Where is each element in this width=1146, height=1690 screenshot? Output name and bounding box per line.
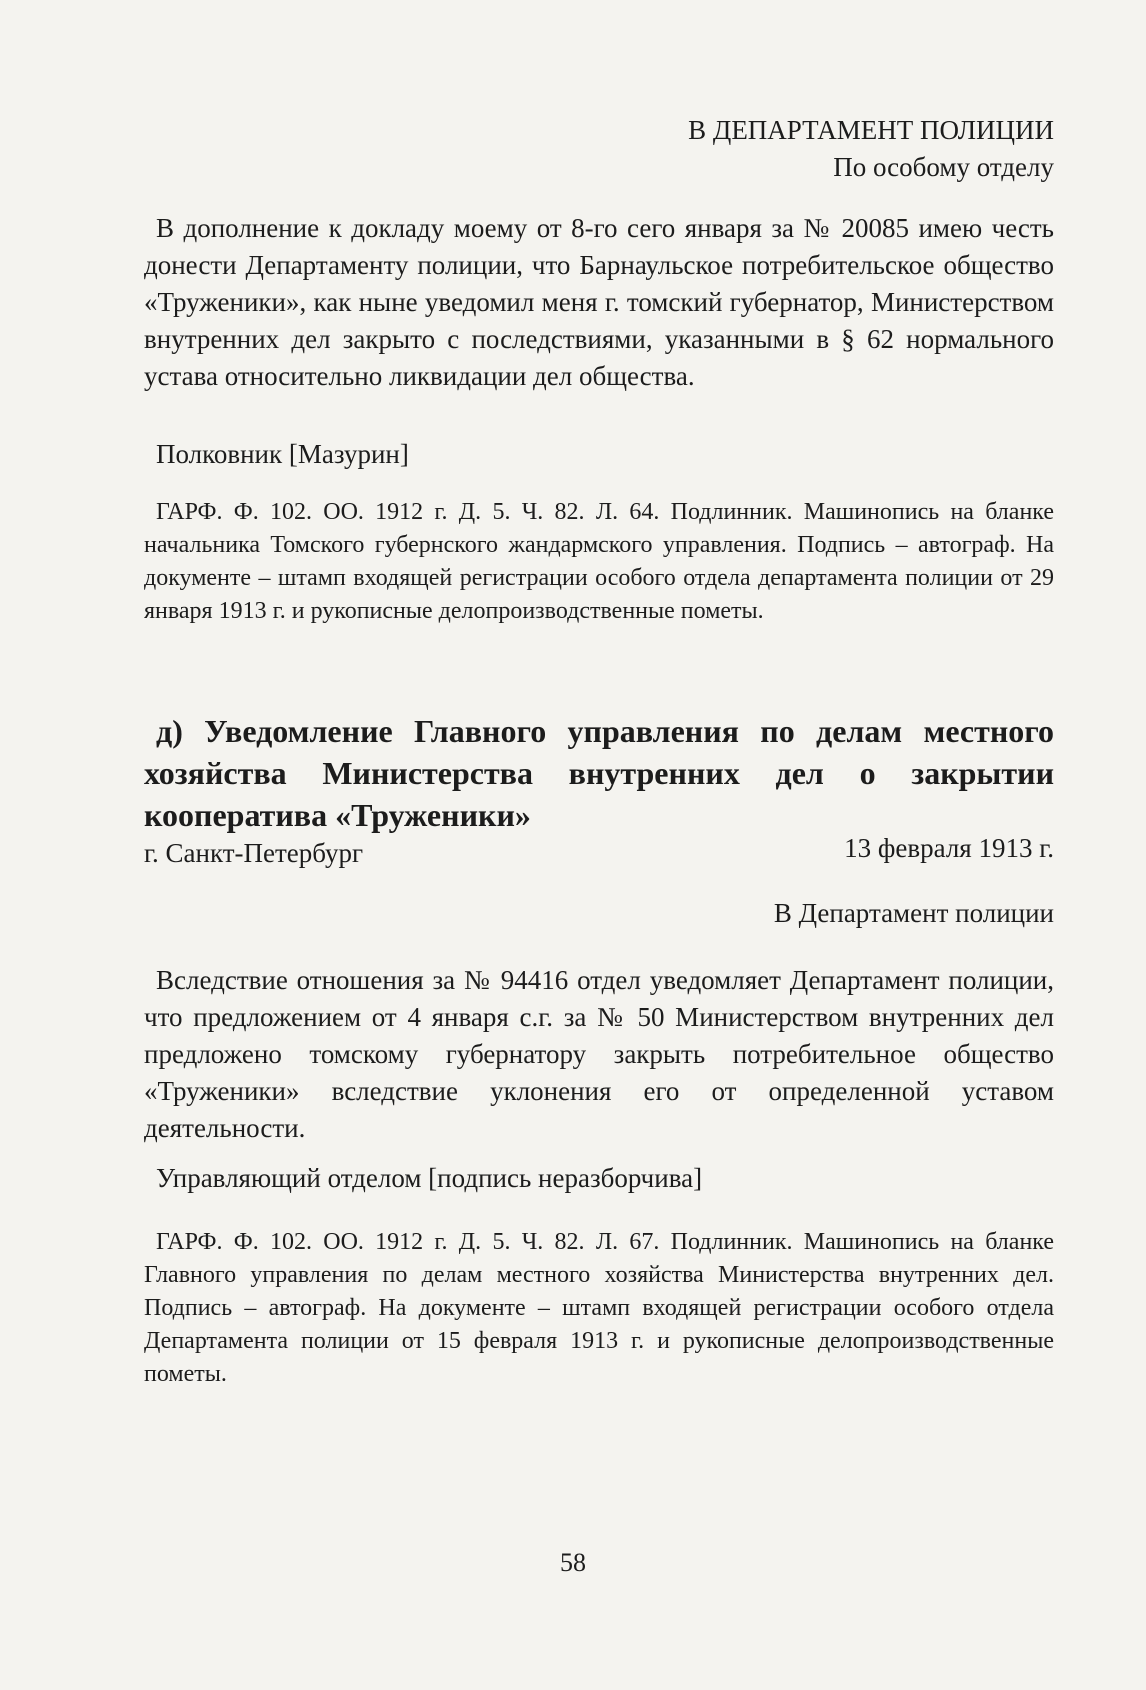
notice-body bbox=[144, 962, 1054, 1147]
archive-reference-text: ГАРФ. Ф. 102. ОО. 1912 г. Д. 5. Ч. 82. Л. 64. Подлинник. Машинопись на бланке начальника Томского губернского жандармского управления. Подпись – автограф. На документе – штамп входящей регистрации особого отдела департамента полиции от 29 января 1913 г. и рукописные делопроизводственные пометы. bbox=[144, 499, 1054, 624]
archive-reference-2 bbox=[144, 1226, 1054, 1391]
report-paragraph: В дополнение к докладу моему от 8-го сего января за № 20085 имею честь донести Департаменту полиции, что Барнаульское потребительское общество «Труженики», как ныне уведомил меня г. томский губернатор, Министерством внутренних дел закрыто с последствиями, указанными в § 62 нормального устава относительно ликвидации дел общества. bbox=[144, 213, 1054, 391]
addressee-line-2: По особому отделу bbox=[833, 152, 1054, 182]
addressee-2: В Департамент полиции bbox=[773, 898, 1054, 928]
addressee-block bbox=[688, 112, 1054, 186]
document-heading: д) Уведомление Главного управления по делам местного хозяйства Министерства внутренних дел о закрытии кооператива «Труженики» bbox=[144, 713, 1054, 833]
archive-reference-1 bbox=[144, 496, 1054, 628]
page-number: 58 bbox=[560, 1548, 586, 1577]
notice-paragraph: Вследствие отношения за № 94416 отдел уведомляет Департамент полиции, что предложением от 4 января с.г. за № 50 Министерством внутренних дел предложено томскому губернатору закрыть потребительное общество «Труженики» вследствие уклонения его от определенной уставом деятельности. bbox=[144, 965, 1054, 1143]
notice-signature: Управляющий отделом [подпись неразборчива] bbox=[156, 1163, 703, 1193]
document-place: г. Санкт-Петербург bbox=[144, 838, 364, 868]
report-body bbox=[144, 210, 1054, 395]
archive-reference-text: ГАРФ. Ф. 102. ОО. 1912 г. Д. 5. Ч. 82. Л. 67. Подлинник. Машинопись на бланке Главного управления по делам местного хозяйства Министерства внутренних дел. Подпись – автограф. На документе – штамп входящей регистрации особого отдела Департамента полиции от 15 февраля 1913 г. и рукописные делопроизводственные пометы. bbox=[144, 1229, 1054, 1387]
document-date: 13 февраля 1913 г. bbox=[844, 833, 1054, 863]
report-signature: Полковник [Мазурин] bbox=[156, 439, 409, 469]
addressee-line-1: В ДЕПАРТАМЕНТ ПОЛИЦИИ bbox=[688, 115, 1054, 145]
